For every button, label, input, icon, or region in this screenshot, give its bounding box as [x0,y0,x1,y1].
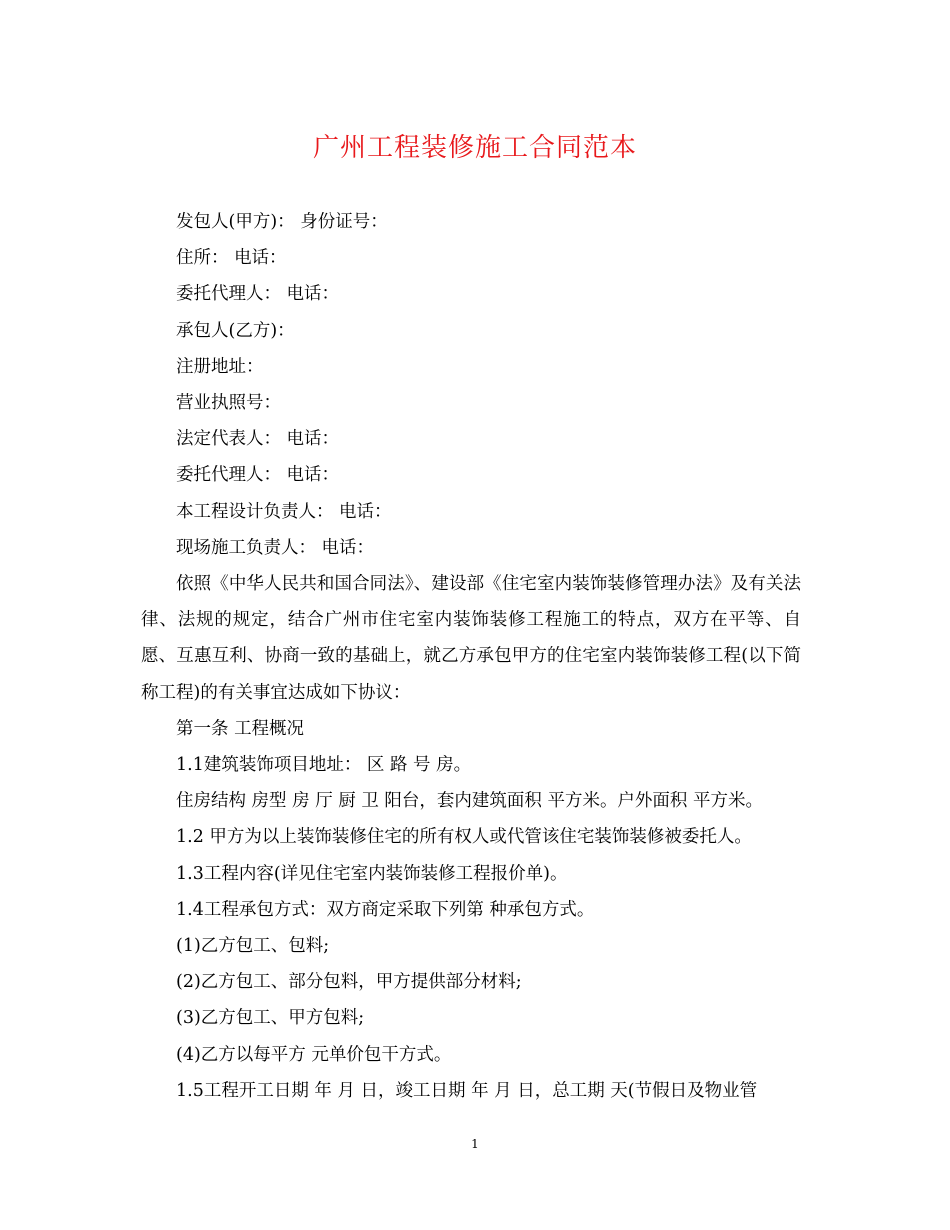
page-number: 1 [471,1137,479,1151]
paragraph-license-number: 营业执照号： [176,393,281,414]
paragraph-registered-address: 注册地址： [176,356,264,377]
clause-1-5: 1.5工程开工日期 年 月 日，竣工日期 年 月 日，总工期 天(节假日及物业管 [176,1080,758,1101]
clause-housing-structure: 住房结构 房型 房 厅 厨 卫 阳台，套内建筑面积 平方米。户外面积 平方米。 [176,791,763,812]
paragraph-party-a: 发包人(甲方)： 身份证号： [176,212,388,232]
paragraph-agent-a: 委托代理人： 电话： [176,284,340,305]
clause-option-3: (3)乙方包工、甲方包料; [176,1008,365,1029]
paragraph-legal-representative: 法定代表人： 电话： [176,429,340,450]
paragraph-preamble: 依照《中华人民共和国合同法》、建设部《住宅室内装饰装修管理办法》及有关法律、法规的规定，结合广州市住宅室内装饰装修工程施工的特点，双方在平等、自愿、互惠互利、协商一致的基础上，就乙方承包甲方的住宅室内装饰装修工程(以下简称工程)的有关事宜达成如下协议： [141,574,801,703]
clause-1-4: 1.4工程承包方式：双方商定采取下列第 种承包方式。 [176,899,595,920]
paragraph-party-b: 承包人(乙方)： [176,320,295,341]
clause-option-1: (1)乙方包工、包料; [176,936,330,957]
section-heading-article-1: 第一条 工程概况 [176,718,305,739]
paragraph-design-lead: 本工程设计负责人： 电话： [176,501,392,522]
paragraph-address-a: 住所： 电话： [176,248,287,269]
clause-option-4: (4)乙方以每平方 元单价包干方式。 [176,1044,452,1065]
document-title: 广州工程装修施工合同范本 [312,133,637,163]
clause-option-2: (2)乙方包工、部分包料，甲方提供部分材料; [176,972,522,993]
clause-1-3: 1.3工程内容(详见住宅室内装饰装修工程报价单)。 [176,863,568,884]
paragraph-agent-b: 委托代理人： 电话： [176,465,340,486]
clause-1-2: 1.2 甲方为以上装饰装修住宅的所有权人或代管该住宅装饰装修被委托人。 [176,827,752,848]
clause-1-1: 1.1建筑装饰项目地址： 区 路 号 房。 [176,755,472,776]
paragraph-site-lead: 现场施工负责人： 电话： [176,537,375,558]
document-body [141,204,801,1109]
